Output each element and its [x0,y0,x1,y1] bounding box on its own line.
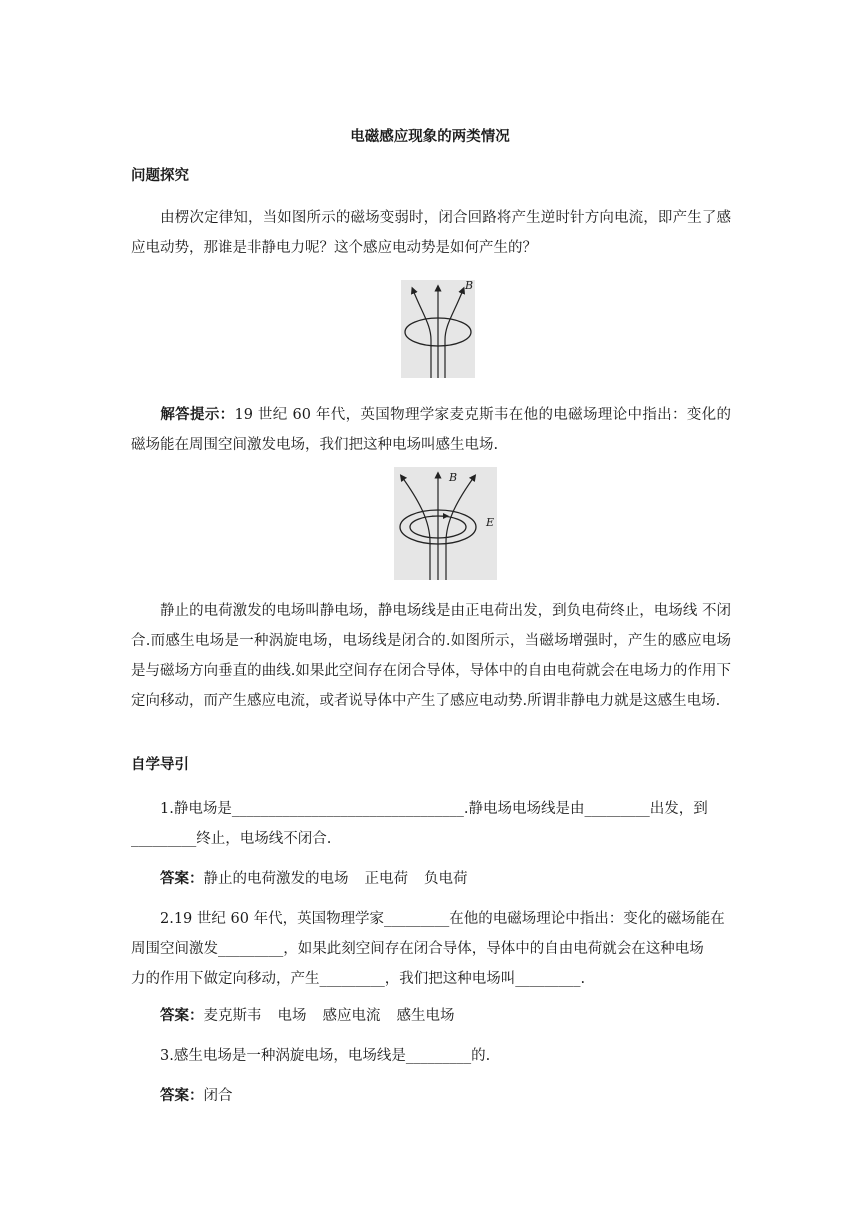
q1-answer [160,867,760,888]
figure-induced-electric-field [394,467,497,580]
question-paragraph [131,203,731,263]
hint-label: 解答提示： [160,407,235,423]
answer-label: 答案： [160,871,204,887]
explanation-text: 静止的电荷激发的电场叫静电场，静电场线是由正电荷出发，到负电荷终止，电场线 不闭合.而感生电场是一种涡旋电场，电场线是闭合的.如图所示，当磁场增强时，产生的感应电场是与磁场方向垂直的曲线.如果此空间存在闭合导体，导体中的自由电荷就会在电场力的作用下定向移动，而产生感应电流，或者说导体中产生了感应电动势.所谓非静电力就是这感生电场. [131,603,731,709]
answer-item: 静止的电荷激发的电场 [203,871,349,887]
b-line-right [446,477,474,580]
label-e: E [486,516,495,529]
q2-line2: 周围空间激发_________，如果此刻空间存在闭合导体，导体中的自由电荷就会在这种电场 [131,941,704,957]
label-b: B [449,471,458,484]
figure-magnetic-field-loop [401,280,475,378]
hint-paragraph [131,400,731,460]
answer-item: 正电荷 [364,871,408,887]
q2-answer [160,1004,760,1025]
q2-line1: 2.19 世纪 60 年代，英国物理学家_________在他的电磁场理论中指出：变化的磁场能在 [160,911,725,927]
hint-text: 19 世纪 60 年代，英国物理学家麦克斯韦在他的电磁场理论中指出：变化的磁场能在周围空间激发电场，我们把这种电场叫感生电场. [131,407,731,453]
q1-line2: _________终止，电场线不闭合. [131,831,332,847]
field-line-right [445,290,463,378]
magnetic-field-diagram [401,280,475,378]
induced-field-diagram [394,467,497,580]
answer-label: 答案： [160,1088,204,1104]
field-line-left [413,290,431,378]
answer-item: 感生电场 [396,1008,455,1024]
b-line-left [402,477,430,580]
q1-line1: 1.静电场是________________________________.静电场电场线是由_________出发，到 [160,801,708,817]
q2-line3: 力的作用下做定向移动，产生_________，我们把这种电场叫_________. [131,971,586,987]
answer-item: 电场 [277,1008,307,1024]
section-heading-inquiry: 问题探究 [131,168,189,184]
answer-item: 感应电流 [322,1008,381,1024]
q3-line1: 3.感生电场是一种涡旋电场，电场线是_________的. [160,1048,491,1064]
answer-item: 麦克斯韦 [203,1008,262,1024]
section-heading-self-study: 自学导引 [131,757,189,773]
question-text: 由楞次定律知，当如图所示的磁场变弱时，闭合回路将产生逆时针方向电流，即产生了感应电动势，那谁是非静电力呢？这个感应电动势是如何产生的？ [131,210,731,256]
answer-item: 负电荷 [424,871,468,887]
answer-label: 答案： [160,1008,204,1024]
q3-answer [160,1084,760,1105]
explanation-paragraph [131,596,731,716]
label-b: B [465,280,474,292]
answer-item: 闭合 [203,1088,233,1104]
page-title: 电磁感应现象的两类情况 [350,129,510,145]
